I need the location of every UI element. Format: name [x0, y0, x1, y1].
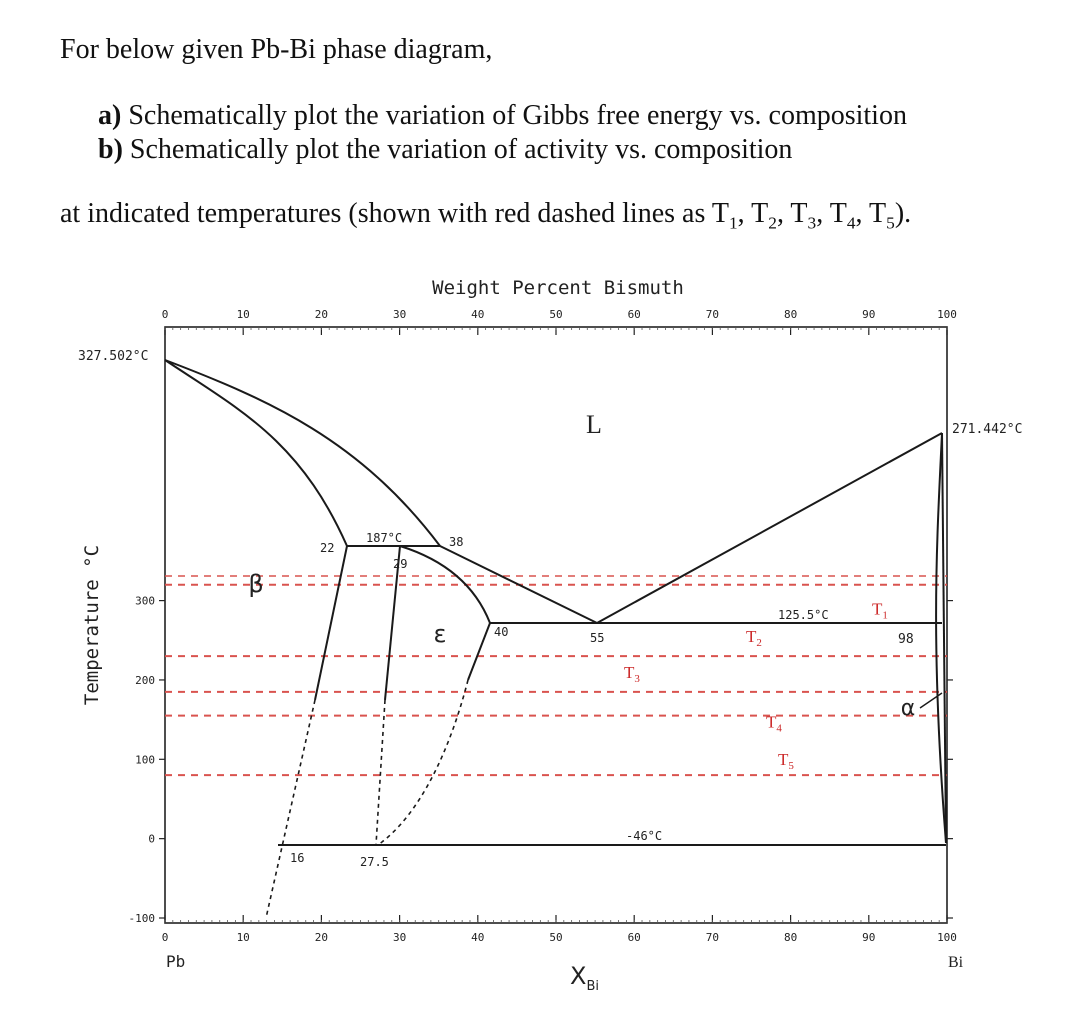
beta-solidus-line	[165, 360, 347, 546]
bottom-tick-label: 10	[236, 931, 250, 944]
y-tick-label: 200	[135, 673, 155, 687]
peritectic-temp-label: 187°C	[366, 531, 403, 545]
eutectic-temp-label: 125.5°C	[778, 608, 829, 622]
top-tick-label: 20	[314, 308, 329, 321]
alpha-phase-label: α	[900, 696, 916, 721]
liquid-phase-label: L	[586, 410, 602, 439]
liquidus-line-right	[597, 433, 942, 623]
y-axis-ticks	[129, 595, 954, 925]
bi-element-label: Bi	[948, 954, 964, 971]
pb-melting-label: 327.502°C	[78, 349, 149, 364]
bottom-tick-label: 30	[392, 931, 407, 944]
comp-29-label: 29	[393, 557, 408, 571]
top-axis-ticks	[162, 308, 957, 335]
top-tick-label: 0	[161, 308, 169, 321]
top-axis-title: Weight Percent Bismuth	[432, 277, 684, 299]
bottom-tick-label: 100	[937, 931, 957, 944]
epsilon-phase-label: ε	[433, 620, 447, 648]
question-intro: For below given Pb-Bi phase diagram,	[60, 34, 493, 65]
x-axis-label: $X_{Bi}$	[570, 962, 599, 994]
temperature-label-t1: $T_1$	[872, 599, 888, 622]
bottom-tick-label: 0	[161, 931, 169, 944]
top-tick-label: 60	[627, 308, 641, 321]
pb-element-label: Pb	[166, 952, 186, 971]
item-b-letter: b)	[98, 134, 123, 165]
top-tick-label: 10	[236, 308, 250, 321]
beta-solvus-dashed	[266, 700, 315, 918]
low-temp-label: -46°C	[626, 829, 663, 843]
top-tick-label: 70	[705, 308, 720, 321]
beta-phase-label: β	[248, 570, 264, 598]
temperature-label-t2: $T_2$	[746, 627, 762, 650]
top-tick-label: 30	[392, 308, 407, 321]
comp-40-label: 40	[494, 625, 509, 639]
temperature-label-t3: $T_3$	[624, 662, 640, 685]
epsilon-right-dashed	[378, 680, 468, 845]
comp-22-label: 22	[320, 541, 335, 555]
temperature-label-t5: $T_5$	[778, 750, 794, 773]
bottom-tick-label: 50	[549, 931, 563, 944]
bi-melting-label: 271.442°C	[952, 422, 1023, 437]
bottom-axis-ticks	[162, 915, 957, 944]
comp-16-label: 16	[290, 851, 305, 865]
question-outro: at indicated temperatures (shown with red dashed lines as $T_1$, $T_2$, $T_3$, $T_4$, $T_5$).	[60, 198, 912, 233]
top-tick-label: 100	[937, 308, 957, 321]
epsilon-left-dashed	[376, 700, 385, 845]
bottom-tick-label: 90	[862, 931, 876, 944]
bottom-tick-label: 70	[705, 931, 720, 944]
item-a-text: Schematically plot the variation of Gibbs free energy vs. composition	[128, 100, 907, 131]
bottom-tick-label: 40	[471, 931, 485, 944]
comp-55-label: 55	[590, 631, 605, 645]
bottom-tick-label: 80	[783, 931, 798, 944]
y-tick-label: -100	[128, 912, 155, 925]
y-tick-label: 0	[148, 832, 155, 846]
item-b-text: Schematically plot the variation of activity vs. composition	[129, 134, 793, 165]
temperature-lines	[165, 576, 947, 775]
y-tick-label: 300	[135, 594, 155, 608]
top-tick-label: 90	[862, 308, 876, 321]
y-tick-label: 100	[135, 753, 155, 767]
plot-frame	[165, 327, 947, 923]
beta-solvus-upper	[315, 546, 347, 700]
comp-98-label: 98	[898, 632, 914, 647]
top-tick-label: 40	[471, 308, 485, 321]
top-tick-label: 50	[549, 308, 563, 321]
item-a-letter: a)	[98, 100, 122, 131]
bottom-tick-label: 20	[314, 931, 329, 944]
top-tick-label: 80	[783, 308, 798, 321]
temperature-label-t4: $T_4$	[766, 712, 782, 735]
bottom-tick-label: 60	[627, 931, 641, 944]
comp-27-5-label: 27.5	[360, 855, 389, 869]
epsilon-boundary-right-upper	[468, 623, 490, 680]
y-axis-title: Temperature °C	[81, 544, 103, 706]
comp-38-label: 38	[449, 535, 464, 549]
